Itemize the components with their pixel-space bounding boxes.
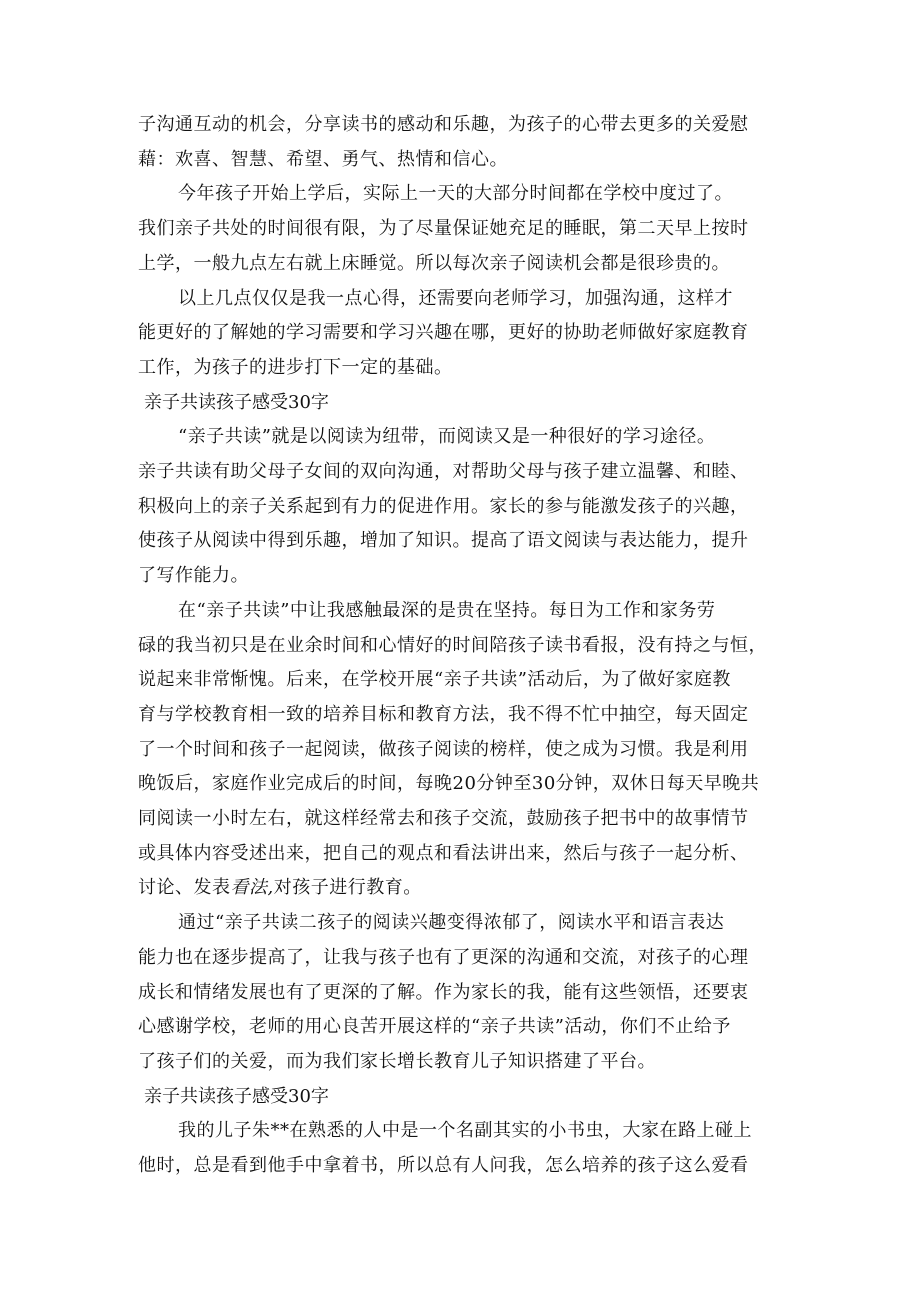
text-line: 我们亲子共处的时间很有限，为了尽量保证她充足的睡眠，第二天早上按时: [138, 218, 749, 240]
text-line: 工作，为孩子的进步打下一定的基础。: [138, 356, 453, 378]
text-line: 成长和情绪发展也有了更深的了解。作为家长的我，能有这些领悟，还要衷: [138, 981, 749, 1003]
text-line: 碌的我当初只是在业余时间和心情好的时间陪孩子读书看报，没有持之与恒，: [138, 634, 767, 656]
text-line: 以上几点仅仅是我一点心得，还需要向老师学习，加强沟通，这样才: [178, 287, 733, 309]
text-line: 今年孩子开始上学后，实际上一天的大部分时间都在学校中度过了。: [178, 183, 733, 205]
text-line: 了孩子们的关爱，而为我们家长增长教育儿子知识搭建了平台。: [138, 1050, 656, 1072]
text-line: 了一个时间和孩子一起阅读，做孩子阅读的榜样，使之成为习惯。我是利用: [138, 738, 749, 760]
text-line: 上学，一般九点左右就上床睡觉。所以每次亲子阅读机会都是很珍贵的。: [138, 252, 730, 274]
text-segment: 对孩子进行教育。: [273, 877, 422, 899]
text-line: 能力也在逐步提高了，让我与孩子也有了更深的沟通和交流，对孩子的心理: [138, 946, 749, 968]
text-line: “亲子共读”就是以阅读为纽带，而阅读又是一种很好的学习途径。: [178, 426, 716, 448]
text-line: 使孩子从阅读中得到乐趣，增加了知识。提高了语文阅读与表达能力，提升: [138, 530, 749, 552]
text-line: 心感谢学校，老师的用心良苦开展这样的“亲子共读”活动，你们不止给予: [138, 1016, 731, 1038]
text-line: 子沟通互动的机会，分享读书的感动和乐趣，为孩子的心带去更多的关爱慰: [138, 114, 749, 135]
text-line: 育与学校教育相一致的培养目标和教育方法，我不得不忙中抽空，每天固定: [138, 703, 749, 725]
text-line: 亲子共读有助父母子女间的双向沟通，对帮助父母与孩子建立温馨、和睦、: [138, 461, 749, 483]
text-line: 了写作能力。: [138, 565, 249, 587]
text-line: 在“亲子共读”中让我感触最深的是贵在坚持。每日为工作和家务劳: [178, 599, 716, 621]
text-line: 积极向上的亲子关系起到有力的促进作用。家长的参与能激发孩子的兴趣，: [138, 495, 749, 517]
section-heading: 亲子共读孩子感受30字: [144, 1085, 329, 1107]
section-heading: 亲子共读孩子感受30字: [144, 391, 329, 413]
text-line: 我的儿子朱**在熟悉的人中是一个名副其实的小书虫，大家在路上碰上: [178, 1120, 752, 1142]
italic-text-segment: 看法,: [230, 877, 274, 899]
text-line: 同阅读一小时左右，就这样经常去和孩子交流，鼓励孩子把书中的故事情节: [138, 808, 749, 830]
text-line: 或具体内容受述出来，把自己的观点和看法讲出来，然后与孩子一起分析、: [138, 842, 749, 864]
text-line: 能更好的了解她的学习需要和学习兴趣在哪，更好的协助老师做好家庭教育: [138, 322, 749, 344]
text-line: 通过“亲子共读二孩子的阅读兴趣变得浓郁了，阅读水平和语言表达: [178, 912, 725, 934]
text-line: [138, 871, 796, 906]
text-line: 他时，总是看到他手中拿着书，所以总有人问我，怎么培养的孩子这么爱看: [138, 1155, 749, 1177]
text-line: 藉：欢喜、智慧、希望、勇气、热情和信心。: [138, 148, 508, 170]
text-line: 说起来非常惭愧。后来，在学校开展“亲子共读”活动后，为了做好家庭教: [138, 669, 731, 691]
text-line: 晚饭后，家庭作业完成后的时间，每晚20分钟至30分钟，双休日每天早晚共: [138, 773, 760, 795]
text-segment: 讨论、发表: [138, 877, 231, 899]
